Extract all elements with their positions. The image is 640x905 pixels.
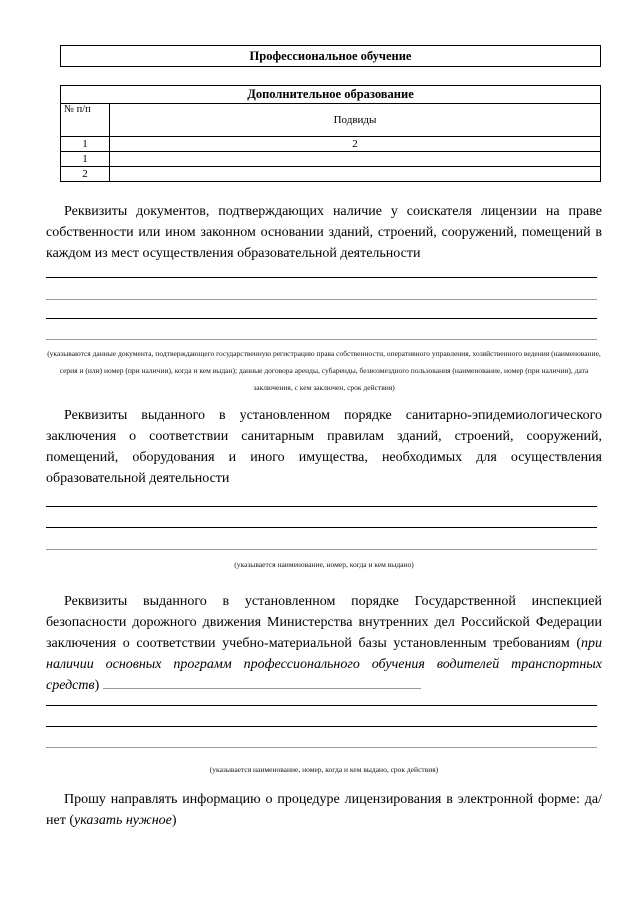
fill-line[interactable] — [46, 339, 597, 340]
property-documents-paragraph: Реквизиты документов, подтверждающих наличие у соискателя лицензии на праве собственности или ином законном основании зданий, строений, сооружений, помещений в каждом из мест осуществления образовательной деятельности — [46, 204, 602, 261]
fill-line[interactable] — [46, 277, 597, 278]
fill-line[interactable] — [46, 527, 597, 528]
row-subtype[interactable] — [110, 167, 601, 182]
fill-line[interactable] — [46, 726, 597, 727]
additional-education-table — [60, 85, 601, 182]
traffic-inspection-paragraph — [46, 591, 602, 696]
table-row — [61, 137, 601, 152]
fill-line[interactable] — [46, 506, 597, 507]
traffic-inspection-text: Реквизиты выданного в установленном порядке Государственной инспекцией безопасности дорожного движения Министерства внутренних дел Российской Федерации заключения о соответствии учебно-материальной базы установленным требованиям ( — [46, 594, 602, 651]
row-subtype[interactable]: 2 — [110, 137, 601, 152]
professional-training-title: Профессиональное обучение — [61, 46, 601, 67]
column-header-number: № п/п — [61, 104, 110, 137]
fill-line[interactable] — [46, 549, 597, 550]
row-number: 2 — [61, 167, 110, 182]
traffic-inspection-italic-note: при наличии основных программ профессионального обучения водителей транспортных средств — [46, 636, 602, 693]
fill-line[interactable] — [46, 705, 597, 706]
electronic-info-tail: ) — [171, 813, 177, 828]
electronic-info-italic-note: указать нужное — [74, 813, 172, 828]
traffic-inspection-hint: (указывается наименование, номер, когда и кем выдано, срок действия) — [209, 765, 439, 774]
inline-fill-line[interactable] — [103, 676, 421, 689]
electronic-info-text: Прошу направлять информацию о процедуре лицензирования в электронной форме: да/нет ( — [46, 792, 602, 828]
table-row — [61, 167, 601, 182]
table-row — [61, 152, 601, 167]
column-header-subtypes: Подвиды — [110, 104, 601, 137]
row-subtype[interactable] — [110, 152, 601, 167]
electronic-info-request-paragraph — [46, 789, 602, 831]
row-number: 1 — [61, 152, 110, 167]
traffic-inspection-tail: ) — [94, 678, 100, 693]
fill-line[interactable] — [46, 318, 597, 319]
property-documents-hint: (указываются данные документа, подтверждающего государственную регистрацию права собственности, оперативного управления, хозяйственного ведения (наименование, серия и (или) номер (при наличии), когда и кем выдан); данные договора аренды, субаренды, безвозмездного пользования (наименование, номер (при наличии), дата заключения, с кем заключен, срок действия) — [47, 349, 601, 392]
additional-education-title: Дополнительное образование — [61, 86, 601, 104]
sanitary-conclusion-paragraph: Реквизиты выданного в установленном порядке санитарно-эпидемиологического заключения о соответствии санитарным правилам зданий, строений, сооружений, помещений, оборудования и иного имущества, необходимых для осуществления образовательной деятельности — [46, 408, 602, 486]
row-number: 1 — [61, 137, 110, 152]
fill-line[interactable] — [46, 299, 597, 300]
fill-line[interactable] — [46, 747, 597, 748]
sanitary-conclusion-hint: (указывается наименование, номер, когда и кем выдано) — [234, 560, 414, 569]
professional-training-table — [60, 45, 601, 67]
